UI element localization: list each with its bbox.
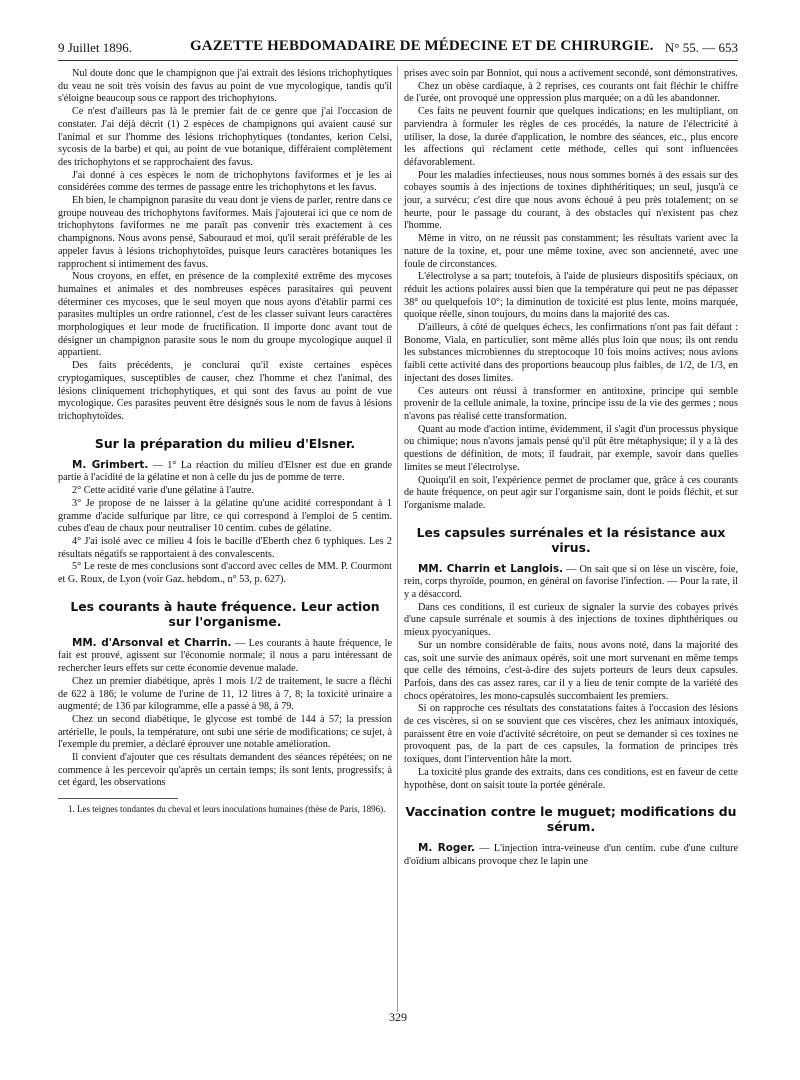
- paragraph: [58, 637, 392, 676]
- paragraph: Même in vitro, on ne réussit pas constamment; les résultats varient avec la nature de la toxine, et, pour une même toxine, avec son ancienneté, avec une foule de circonstances.: [404, 233, 738, 270]
- paragraph: [58, 459, 392, 485]
- paragraph-text: — Les courants à haute fréquence, le fait est prouvé, agissent sur l'économie normale; il nous a paru intéressant de rechercher leurs effets sur cette économie devenue malade.: [58, 637, 393, 675]
- page-number: 329: [389, 1010, 407, 1024]
- paragraph: Nul doute donc que le champignon que j'ai extrait des lésions trichophytiques du veau ne soit très voisin des favus au point de vue mycologique, tandis qu'il s'éloigne beaucoup sous ce rapport des trichophytons.: [58, 68, 392, 105]
- paragraph: Nous croyons, en effet, en présence de la complexité extrême des mycoses humaines et animales et des nombreuses espèces parasitaires qui peuvent déterminer ces mycoses, que le seul moyen que nous ayons d'établir parmi ces parasites multiples un ordre rationnel, c'est de les classer suivant leurs caractères morphologiques et leur mode de fructification. Il importe donc avant tout de désigner un champignon parasite sous le nom du groupe mycologique auquel il appartient.: [58, 271, 392, 359]
- paragraph: Ces faits ne peuvent fournir que quelques indications; en les multipliant, on parviendra à formuler les règles de ces procédés, la nature de l'électricité à utiliser, la dose, la durée d'application, le nombre des séances, etc., plus encore les affections qui réclament cette méthode, celles qui sont influencées défavorablement.: [404, 106, 738, 168]
- paragraph: [404, 563, 738, 602]
- running-header: [58, 36, 738, 60]
- section-heading-capsules: Les capsules surrénales et la résistance aux virus.: [416, 524, 726, 555]
- paragraph: Quoiqu'il en soit, l'expérience permet de proclamer que, grâce à ces courants de haute fréquence, on peut agir sur l'organisme sain, dont le poids fléchit, et sur l'organisme malade.: [404, 474, 738, 511]
- paragraph: Chez un second diabétique, le glycose est tombé de 144 à 57; la pression artérielle, le pouls, la température, ont subi une série de modifications; ce sujet, à l'exemple du premier, a déclaré éprouver une notable amélioration.: [58, 713, 392, 751]
- paragraph: Eh bien, le champignon parasite du veau dont je viens de parler, rentre dans ce groupe nouveau des trichophytons faviformes. Mais j'ajouterai ici que ce nom de trichophytons faviformes ne me paraît pas convenir très exactement à ces champignons. Nous avons pensé, Sabouraud et moi, qu'il serait préférable de les appeler favus à lésions trichophytoïdes, puisque leurs caractères botaniques les rapprochent si intimement des favus.: [58, 195, 392, 270]
- paragraph: L'électrolyse a sa part; toutefois, à l'aide de plusieurs dispositifs spéciaux, on réduit les actions polaires aussi bien que la température qui peut ne pas dépasser 38° ou quelquefois 10°; la diminution de toxicité est plus lente, moins marquée, quoique réelle, sinon toujours, du moins dans la majorité des cas.: [404, 271, 738, 321]
- right-column: [404, 68, 738, 869]
- paragraph: Pour les maladies infectieuses, nous nous sommes bornés à des essais sur des cobayes soumis à des injections de toxines diphthéritiques; un seul, jusqu'à ce jour, a survécu; c'est dire que nous avons échoué à peu près totalement; on se heurte, pour le passage du courant, à des obstacles qui n'existent pas chez l'homme.: [404, 169, 738, 232]
- column-divider: [397, 66, 398, 1012]
- journal-page: [58, 36, 738, 1056]
- paragraph: 4° J'ai isolé avec ce milieu 4 fois le bacille d'Eberth chez 6 typhiques. Les 2 résultats négatifs se rapportaient à des convalescents.: [58, 535, 392, 560]
- paragraph: 3° Je propose de ne laisser à la gélatine qu'une acidité correspondant à 1 gramme d'acide sulfurique par litre, ce qui correspond à l'emploi de 5 centim. cubes d'eau de chaux pour neutraliser 10 centim. cubes de gélatine.: [58, 497, 392, 535]
- paragraph: Ces auteurs ont réussi à transformer en antitoxine, principe qui semble provenir de la cellule animale, la toxine, principe issu de la vie des germes ; nous n'avons pas réalisé cette transformation.: [404, 385, 738, 422]
- footnote: 1. Les teignes tondantes du cheval et leurs inoculations humaines (thèse de Paris, 1896).: [68, 804, 386, 815]
- section-heading-muguet: Vaccination contre le muguet; modifications du sérum.: [405, 804, 737, 835]
- paragraph-text: — 1° La réaction du milieu d'Elsner est due en grande partie à l'acidité de la gélatine et non à celle du jus de pomme de terre.: [58, 459, 392, 484]
- paragraph: Il convient d'ajouter que ces résultats demandent des séances répétées; on ne commence à les percevoir qu'après un certain temps; ils sont lents, progressifs; à cet égard, les observations: [58, 752, 392, 789]
- paragraph-text: — On sait que si on lèse un viscère, foie, rein, corps thyroïde, poumon, en général on favorise l'infection. — Pour la rate, il y a désaccord.: [404, 563, 738, 601]
- speaker-name: M. Roger.: [418, 842, 475, 855]
- header-date: 9 Juillet 1896.: [58, 40, 133, 55]
- paragraph: Chez un obèse cardiaque, à 2 reprises, ces courants ont fait fléchir le chiffre de l'urée, ont provoqué une oppression plus marquée; on a dû les abandonner.: [404, 80, 738, 105]
- left-column: [58, 68, 392, 815]
- header-title: GAZETTE HEBDOMADAIRE DE MÉDECINE ET DE CHIRURGIE.: [190, 38, 654, 54]
- paragraph: Chez un premier diabétique, après 1 mois 1/2 de traitement, le sucre a fléchi de 622 à 186; le volume de l'urine de 11, 12 litres à 7, 8; la toxicité urinaire a augmenté; de 136 par kilogramme, elle a passé à 98, à 79.: [58, 675, 392, 713]
- paragraph: prises avec soin par Bonniot, qui nous a activement secondé, sont démonstratives.: [404, 68, 738, 79]
- paragraph: D'ailleurs, à côté de quelques échecs, les confirmations n'ont pas fait défaut : Bonome, Viala, en particulier, sont même allés plus loin que nous; ils ont rendu les substances microbiennes du streptocoque 10 fois moins actives; nous avions faibli cette activité dans des proportions beaucoup plus faibles, de 1/2, de 1/3, en injectant des doses limites.: [404, 322, 738, 384]
- paragraph: Si on rapproche ces résultats des constatations faites à l'occasion des lésions de ces viscères, si on se souvient que ces viscères, chez les animaux intoxiqués, paraissent être en voie d'activité sécrétoire, on peut se demander si ces toxines ne provoquent pas, de la part de ces capsules, la formation de principes très toxiques, dont l'intervention hâte la mort.: [404, 703, 738, 766]
- speaker-name: MM. Charrin et Langlois.: [418, 562, 564, 575]
- paragraph: Sur un nombre considérable de faits, nous avons noté, dans la majorité des cas, soit une survie des animaux opérés, soit une mort survenant en même temps que celle des témoins, c'est-à-dire des sujets porteurs de leurs deux capsules. Parfois, dans des cas assez rares, car il y a lieu de tenir compte de la variété des chocs opératoires, les mono-capsulés succombaient les premiers.: [404, 639, 738, 702]
- footnote-rule: [58, 798, 178, 799]
- section-heading-courants: Les courants à haute fréquence. Leur action sur l'organisme.: [70, 598, 380, 629]
- speaker-name: M. Grimbert.: [72, 458, 149, 471]
- paragraph: 2° Cette acidité varie d'une gélatine à l'autre.: [72, 485, 254, 497]
- paragraph: [404, 842, 738, 868]
- paragraph: J'ai donné à ces espèces le nom de trichophytons faviformes et je les ai considérées comme des termes de passage entre les trichophytons et les favus.: [58, 169, 392, 194]
- paragraph: Ce n'est d'ailleurs pas là le premier fait de ce genre que j'ai l'occasion de constater. J'ai déjà décrit (1) 2 espèces de champignons qui avaient causé sur l'animal et sur l'homme des lésions trichophytiques (tondantes, kerion Celsi, sycosis de la barbe) et qui, au point de vue botanique, différaient complètement des trichophytons et se rapprochaient des favus.: [58, 106, 392, 168]
- paragraph: Dans ces conditions, il est curieux de signaler la survie des cobayes privés d'une capsule surrénale et soumis à des injections de toxines diphthériques ou mieux pyocyaniques.: [404, 601, 738, 639]
- paragraph: 5° Le reste de mes conclusions sont d'accord avec celles de MM. P. Courmont et G. Roux, de Lyon (voir Gaz. hebdom., n° 53, p. 627).: [58, 561, 392, 586]
- header-issue: N° 55. — 653: [664, 40, 738, 55]
- section-heading-elsner: Sur la préparation du milieu d'Elsner.: [94, 435, 356, 451]
- paragraph: Quant au mode d'action intime, évidemment, il s'agit d'un processus physique ou chimique; nous n'avons jamais pensé qu'il pût être métaphysique; il y a là des questions de définition, de mots; il faudrait, par exemple, savoir dans quelles limites se meut l'électrolyse.: [404, 423, 738, 473]
- header-rule: [58, 60, 738, 61]
- speaker-name: MM. d'Arsonval et Charrin.: [72, 636, 232, 649]
- paragraph-text: — L'injection intra-veineuse d'un centim. cube d'une culture d'oïdium albicans provoque chez le lapin une: [404, 843, 738, 867]
- paragraph: Des faits précédents, je conclurai qu'il existe certaines espèces cryptogamiques, susceptibles de causer, chez l'homme et chez l'animal, des lésions cliniquement trichophytiques, et qui sont des favus au point de vue mycologique. Ces parasites peuvent être désignés sous le nom de favus à lésions trichophytoïdes.: [58, 360, 392, 422]
- paragraph: La toxicité plus grande des extraits, dans ces conditions, est en faveur de cette hypothèse, dont on saisit toute la portée générale.: [404, 766, 738, 791]
